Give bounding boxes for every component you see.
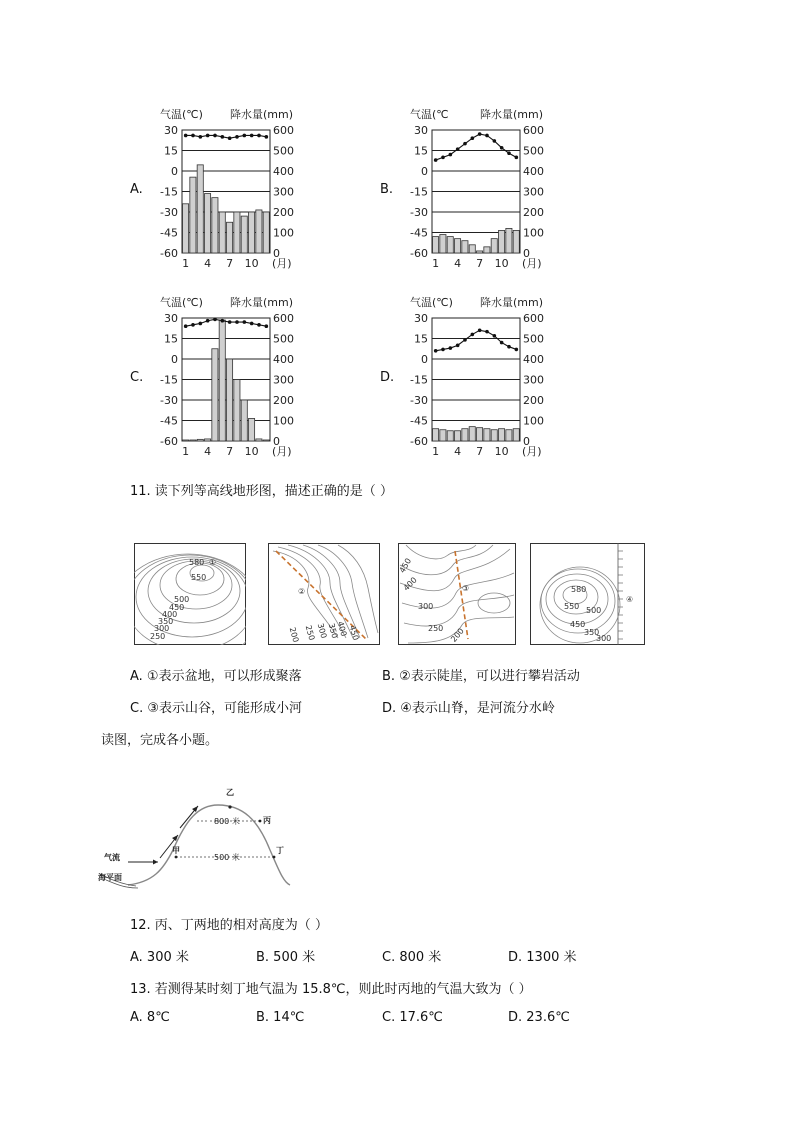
precip-bar <box>197 165 203 253</box>
temp-tick-label: 0 <box>421 165 428 178</box>
precip-bar <box>462 241 468 253</box>
temp-tick-label: -60 <box>410 435 428 448</box>
temp-point <box>221 135 225 139</box>
temp-point <box>456 147 460 151</box>
precip-tick-label: 500 <box>523 144 544 158</box>
temp-point <box>493 139 497 143</box>
topo-label: 580 <box>189 558 205 567</box>
temp-point <box>507 151 511 155</box>
temp-point <box>449 153 453 157</box>
precip-tick-label: 300 <box>273 373 294 387</box>
precip-tick-label: 600 <box>523 124 544 137</box>
temp-tick-label: 15 <box>164 144 178 158</box>
topo-label: 400 <box>401 575 419 593</box>
climate-chart-d <box>380 288 610 463</box>
point-jia: 甲 <box>172 846 180 855</box>
month-tick-label: 1 <box>182 257 190 270</box>
temp-point <box>485 330 489 334</box>
precip-bar <box>256 210 262 253</box>
precip-bar <box>183 440 189 441</box>
climate-chart-b <box>380 100 610 275</box>
precip-tick-label: 100 <box>523 414 544 428</box>
mountain-svg <box>98 780 298 890</box>
temp-point <box>507 345 511 349</box>
temp-point <box>500 146 504 150</box>
topo-svg <box>268 543 380 645</box>
precip-bar <box>263 440 269 441</box>
question-11-stem: 11. 读下列等高线地形图，描述正确的是（ ） <box>130 484 393 499</box>
topo-label: 500 <box>586 606 602 615</box>
intro-text: 读图，完成各小题。 <box>101 733 219 748</box>
temp-axis-label: 气温(℃ <box>410 108 449 121</box>
temp-point <box>235 135 239 139</box>
precip-bar <box>484 247 490 253</box>
q13-option-d[interactable]: D. 23.6℃ <box>508 1010 570 1025</box>
precip-bar <box>227 359 233 441</box>
month-tick-label: (月) <box>272 445 292 458</box>
precip-bar <box>491 430 497 441</box>
temp-tick-label: -30 <box>160 206 178 219</box>
option-letter: B. <box>380 182 394 197</box>
topo-label: 300 <box>418 602 434 611</box>
month-tick-label: 7 <box>476 257 484 270</box>
precip-tick-label: 200 <box>523 394 544 407</box>
precip-bar <box>433 237 439 253</box>
precip-bar <box>513 429 519 441</box>
precip-tick-label: 300 <box>523 373 544 387</box>
temp-point <box>478 329 482 333</box>
temp-point <box>199 135 203 139</box>
temp-point <box>265 324 269 328</box>
month-tick-label: 4 <box>204 445 212 458</box>
temp-point <box>250 322 254 326</box>
temp-point <box>191 323 195 327</box>
q13-option-a[interactable]: A. 8℃ <box>130 1010 170 1025</box>
q11-option-a[interactable]: A. ①表示盆地，可以形成聚落 <box>130 669 302 684</box>
precip-tick-label: 0 <box>273 435 280 448</box>
temp-tick-label: -15 <box>160 373 178 387</box>
precip-bar <box>197 439 203 441</box>
temp-point <box>493 334 497 338</box>
precip-tick-label: 400 <box>523 353 544 366</box>
month-tick-label: (月) <box>272 257 292 270</box>
q12-option-a[interactable]: A. 300 米 <box>130 950 189 965</box>
topo-label: 250 <box>428 624 444 633</box>
topo-label: 250 <box>150 632 166 641</box>
temp-point <box>191 134 195 138</box>
temp-tick-label: -15 <box>410 185 428 199</box>
topo-label: 400 <box>162 610 178 619</box>
precip-tick-label: 500 <box>273 332 294 346</box>
topo-label: 300 <box>154 624 170 633</box>
precip-bar <box>241 400 247 441</box>
topo-map-1 <box>134 543 246 645</box>
temp-point <box>265 135 269 139</box>
precip-bar <box>455 239 461 253</box>
topo-label: 500 <box>174 595 190 604</box>
precip-bar <box>506 228 512 253</box>
q12-option-c[interactable]: C. 800 米 <box>382 950 442 965</box>
temp-tick-label: -15 <box>160 185 178 199</box>
temp-tick-label: -30 <box>410 394 428 407</box>
precip-bar <box>219 212 225 253</box>
precip-axis-label: 降水量(mm) <box>480 296 544 309</box>
temp-axis-label: 气温(℃) <box>160 296 203 309</box>
month-tick-label: 10 <box>244 445 259 458</box>
temp-axis-label: 气温(℃) <box>410 296 453 309</box>
precip-bar <box>212 198 218 253</box>
precip-bar <box>249 418 255 441</box>
precip-bar <box>219 320 225 441</box>
temp-point <box>199 322 203 326</box>
temp-tick-label: 15 <box>414 332 428 346</box>
month-tick-label: (月) <box>522 445 542 458</box>
precip-bar <box>190 440 196 441</box>
topo-label: 300 <box>596 634 612 643</box>
topo-label: 350 <box>326 622 340 640</box>
temp-point <box>250 134 254 138</box>
q13-option-c[interactable]: C. 17.6℃ <box>382 1010 443 1025</box>
q13-option-b[interactable]: B. 14℃ <box>256 1010 305 1025</box>
q11-option-d[interactable]: D. ④表示山脊，是河流分水岭 <box>382 701 555 716</box>
temp-point <box>471 333 475 337</box>
question-13-stem: 13. 若测得某时刻丁地气温为 15.8℃，则此时丙地的气温大致为（ ） <box>130 982 532 997</box>
q11-option-b[interactable]: B. ②表示陡崖，可以进行攀岩活动 <box>382 669 580 684</box>
temp-point <box>206 134 210 138</box>
topo-svg <box>398 543 516 645</box>
temp-tick-label: 15 <box>414 144 428 158</box>
q12-option-b[interactable]: B. 500 米 <box>256 950 316 965</box>
temp-point <box>206 319 210 323</box>
temp-point <box>478 132 482 136</box>
topo-label: 350 <box>158 617 174 626</box>
month-tick-label: 1 <box>182 445 190 458</box>
precip-tick-label: 300 <box>523 185 544 199</box>
temp-line <box>436 330 517 351</box>
climate-chart-c <box>130 288 360 463</box>
temp-point <box>184 134 188 138</box>
temp-point <box>463 338 467 342</box>
temp-tick-label: -45 <box>160 414 178 428</box>
temp-tick-label: 30 <box>414 312 428 325</box>
precip-tick-label: 400 <box>523 165 544 178</box>
q11-option-c[interactable]: C. ③表示山谷，可能形成小河 <box>130 701 302 716</box>
precip-bar <box>249 212 255 253</box>
precip-tick-label: 200 <box>273 206 294 219</box>
topo-label: 550 <box>564 602 580 611</box>
height-500: 500 米 <box>214 853 240 862</box>
climate-chart-a <box>130 100 360 275</box>
precip-tick-label: 500 <box>273 144 294 158</box>
topo-map-2 <box>268 543 380 645</box>
precip-bar <box>455 431 461 441</box>
precip-tick-label: 400 <box>273 165 294 178</box>
topo-map-4 <box>530 543 642 645</box>
airflow-label: 气流 <box>104 853 120 862</box>
topo-svg <box>530 543 645 645</box>
month-tick-label: 7 <box>226 445 234 458</box>
precip-bar <box>499 230 505 253</box>
precip-bar <box>212 349 218 441</box>
precip-bar <box>447 431 453 441</box>
temp-line <box>186 319 267 326</box>
temp-line <box>186 135 267 138</box>
precip-bar <box>190 177 196 253</box>
temp-tick-label: 30 <box>164 124 178 137</box>
temp-point <box>434 158 438 162</box>
height-800: 800 米 <box>214 817 240 826</box>
temp-point <box>463 142 467 146</box>
temp-tick-label: -60 <box>410 247 428 260</box>
topo-label: 200 <box>287 626 301 644</box>
temp-point <box>221 319 225 323</box>
precip-bar <box>499 429 505 441</box>
topo-marker: ④ <box>626 595 634 604</box>
month-tick-label: 10 <box>494 445 509 458</box>
precip-bar <box>440 235 446 253</box>
point-ding: 丁 <box>276 846 284 855</box>
option-letter: A. <box>130 182 143 197</box>
temp-tick-label: 15 <box>164 332 178 346</box>
question-12-stem: 12. 丙、丁两地的相对高度为（ ） <box>130 918 328 933</box>
month-tick-label: 4 <box>454 445 462 458</box>
precip-bar <box>205 439 211 441</box>
precip-bar <box>263 212 269 253</box>
precip-axis-label: 降水量(mm) <box>230 296 294 309</box>
point-bing: 丙 <box>263 816 271 825</box>
mountain-diagram <box>98 780 298 890</box>
temp-point <box>456 344 460 348</box>
precip-axis-label: 降水量(mm) <box>230 108 294 121</box>
option-letter: D. <box>380 370 395 385</box>
precip-bar <box>469 427 475 441</box>
temp-point <box>257 134 261 138</box>
precip-bar <box>183 204 189 253</box>
temp-point <box>471 136 475 140</box>
precip-bar <box>433 429 439 441</box>
precip-bar <box>234 380 240 442</box>
precip-bar <box>447 237 453 253</box>
temp-tick-label: 0 <box>171 165 178 178</box>
temp-point <box>257 323 261 327</box>
temp-point <box>515 156 519 160</box>
temp-point <box>441 156 445 160</box>
topo-label: 250 <box>303 624 317 642</box>
precip-bar <box>469 245 475 253</box>
temp-tick-label: 30 <box>164 312 178 325</box>
climate-svg <box>380 288 610 463</box>
month-tick-label: (月) <box>522 257 542 270</box>
topo-label: 450 <box>398 556 414 575</box>
temp-point <box>441 348 445 352</box>
q12-option-d[interactable]: D. 1300 米 <box>508 950 577 965</box>
precip-bar <box>484 429 490 441</box>
temp-point <box>449 346 453 350</box>
topo-label: 550 <box>191 573 207 582</box>
temp-point <box>515 348 519 352</box>
option-letter: C. <box>130 370 144 385</box>
precip-bar <box>241 216 247 253</box>
topo-marker: ② <box>298 587 306 596</box>
precip-tick-label: 0 <box>523 247 530 260</box>
month-tick-label: 7 <box>476 445 484 458</box>
precip-tick-label: 400 <box>273 353 294 366</box>
precip-tick-label: 600 <box>273 312 294 325</box>
temp-axis-label: 气温(℃) <box>160 108 203 121</box>
temp-tick-label: -45 <box>410 414 428 428</box>
topo-label: 450 <box>570 620 586 629</box>
precip-bar <box>205 194 211 253</box>
month-tick-label: 4 <box>454 257 462 270</box>
temp-point <box>243 320 247 324</box>
precip-bar <box>256 439 262 441</box>
temp-tick-label: -60 <box>160 435 178 448</box>
precip-tick-label: 100 <box>273 414 294 428</box>
temp-tick-label: -30 <box>410 206 428 219</box>
climate-svg <box>380 100 610 275</box>
temp-tick-label: -45 <box>410 226 428 240</box>
precip-bar <box>491 239 497 253</box>
precip-bar <box>234 212 240 253</box>
month-tick-label: 1 <box>432 445 440 458</box>
temp-tick-label: -15 <box>410 373 428 387</box>
temp-point <box>184 324 188 328</box>
topo-label: 300 <box>315 622 329 640</box>
climate-svg <box>130 288 360 463</box>
precip-tick-label: 500 <box>523 332 544 346</box>
precip-bar <box>227 222 233 253</box>
precip-tick-label: 100 <box>523 226 544 240</box>
climate-svg <box>130 100 360 275</box>
precip-bar <box>462 429 468 441</box>
precip-tick-label: 0 <box>523 435 530 448</box>
sea-level-label: 海平面 <box>98 873 122 882</box>
month-tick-label: 10 <box>494 257 509 270</box>
topo-marker: ① <box>209 558 217 567</box>
temp-point <box>213 134 217 138</box>
topo-label: 450 <box>347 624 361 642</box>
temp-point <box>500 341 504 345</box>
temp-point <box>228 136 232 140</box>
temp-tick-label: 30 <box>414 124 428 137</box>
month-tick-label: 10 <box>244 257 259 270</box>
temp-tick-label: -60 <box>160 247 178 260</box>
precip-tick-label: 0 <box>273 247 280 260</box>
topo-map-3 <box>398 543 510 645</box>
precip-bar <box>506 430 512 441</box>
temp-line <box>436 134 517 160</box>
temp-tick-label: 0 <box>171 353 178 366</box>
topo-label: 400 <box>335 620 349 638</box>
month-tick-label: 7 <box>226 257 234 270</box>
precip-tick-label: 600 <box>523 312 544 325</box>
precip-bar <box>477 428 483 441</box>
temp-tick-label: -45 <box>160 226 178 240</box>
temp-point <box>235 320 239 324</box>
precip-tick-label: 100 <box>273 226 294 240</box>
precip-axis-label: 降水量(mm) <box>480 108 544 121</box>
precip-bar <box>477 251 483 253</box>
temp-point <box>434 349 438 353</box>
topo-label: 450 <box>169 603 185 612</box>
month-tick-label: 4 <box>204 257 212 270</box>
precip-tick-label: 200 <box>523 206 544 219</box>
topo-label: 200 <box>449 626 466 644</box>
month-tick-label: 1 <box>432 257 440 270</box>
topo-svg <box>134 543 246 645</box>
temp-point <box>228 320 232 324</box>
temp-tick-label: -30 <box>160 394 178 407</box>
point-yi: 乙 <box>226 788 234 797</box>
temp-point <box>243 134 247 138</box>
topo-label: 350 <box>584 628 600 637</box>
precip-tick-label: 600 <box>273 124 294 137</box>
topo-label: 580 <box>571 585 587 594</box>
precip-bar <box>440 430 446 441</box>
temp-point <box>213 318 217 322</box>
precip-bar <box>513 230 519 253</box>
precip-tick-label: 200 <box>273 394 294 407</box>
temp-point <box>485 134 489 138</box>
temp-tick-label: 0 <box>421 353 428 366</box>
topo-marker: ③ <box>462 584 470 593</box>
precip-tick-label: 300 <box>273 185 294 199</box>
